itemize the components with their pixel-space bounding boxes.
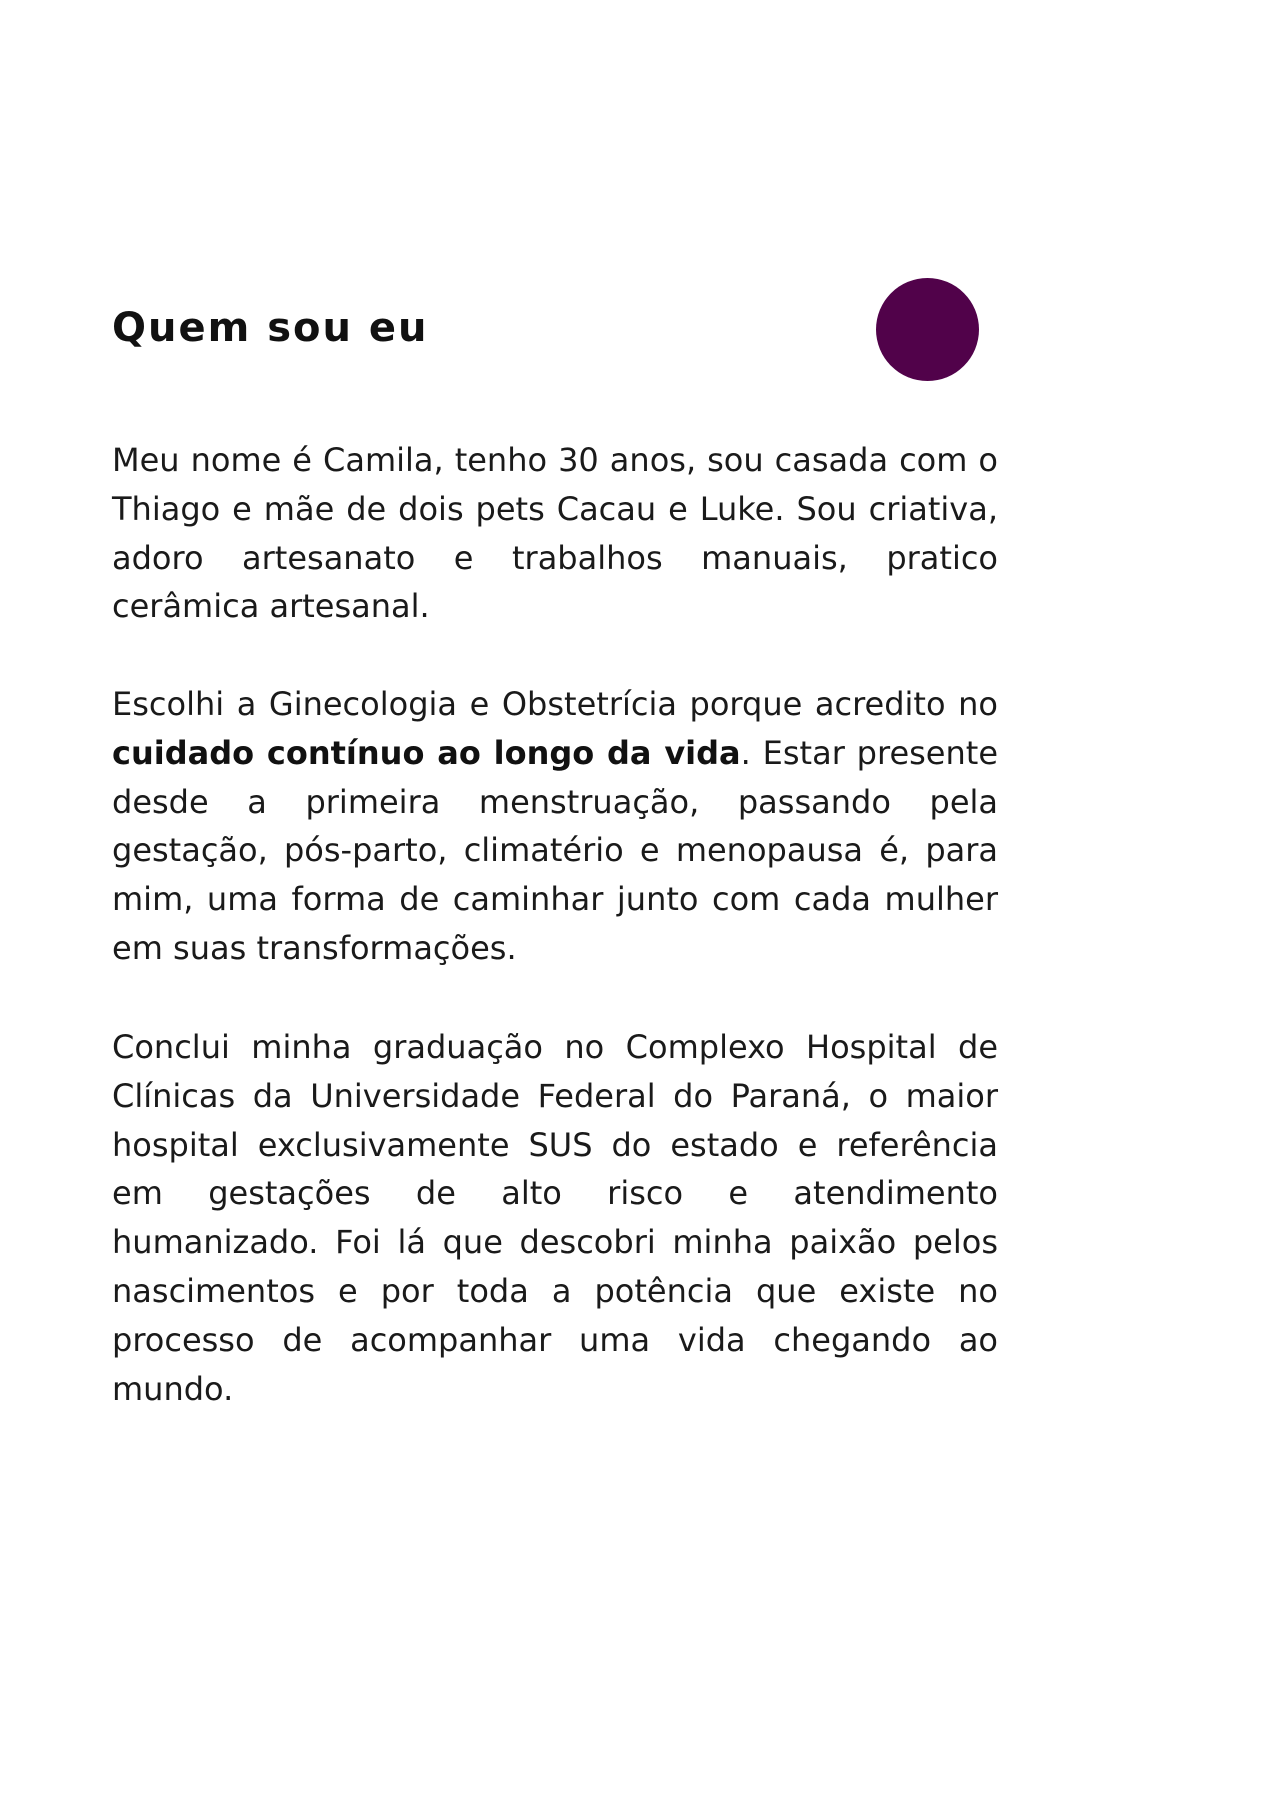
paragraph-specialty <box>112 680 998 973</box>
paragraph-specialty-emphasis: cuidado contínuo ao longo da vida <box>112 733 741 772</box>
page-title: Quem sou eu <box>112 305 429 351</box>
paragraph-specialty-end: . Estar presente desde a primeira menstruação, passando pela gestação, pós-parto, climatério e menopausa é, para mim, uma forma de caminhar junto com cada mulher em suas transformações. <box>112 733 999 967</box>
decorative-circle <box>876 278 979 381</box>
paragraph-specialty-start: Escolhi a Ginecologia e Obstetrícia porque acredito no <box>112 685 998 723</box>
paragraph-education: Conclui minha graduação no Complexo Hospital de Clínicas da Universidade Federal do Paraná, o maior hospital exclusivamente SUS do estado e referência em gestações de alto risco e atendimento humanizado. Foi lá que descobri minha paixão pelos nascimentos e por toda a potência que existe no processo de acompanhar uma vida chegando ao mundo. <box>112 1028 998 1408</box>
paragraph-intro: Meu nome é Camila, tenho 30 anos, sou casada com o Thiago e mãe de dois pets Cacau e Luke. Sou criativa, adoro artesanato e trabalhos manuais, pratico cerâmica artesanal. <box>112 441 998 626</box>
